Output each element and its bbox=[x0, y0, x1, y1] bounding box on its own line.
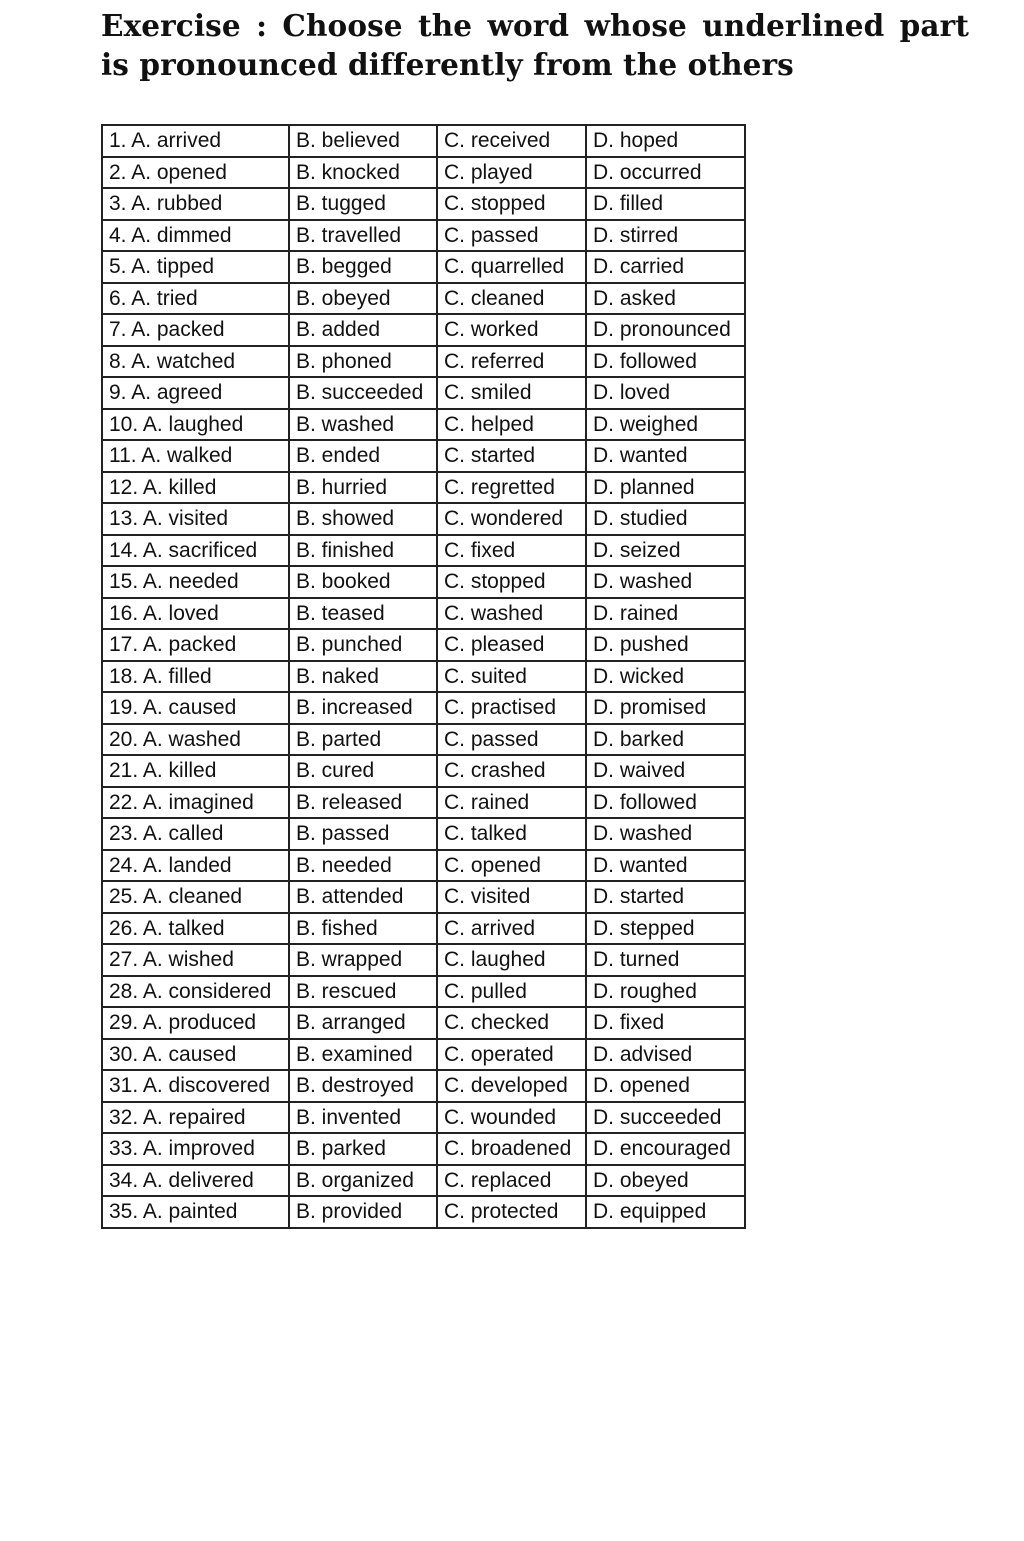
option-b-cell: B. parked bbox=[289, 1133, 437, 1165]
option-a-cell: 9. A. agreed bbox=[102, 377, 289, 409]
option-b-cell: B. released bbox=[289, 787, 437, 819]
question-row bbox=[102, 755, 745, 787]
question-row bbox=[102, 503, 745, 535]
option-c-cell: C. started bbox=[437, 440, 586, 472]
option-c-cell: C. laughed bbox=[437, 944, 586, 976]
question-row bbox=[102, 377, 745, 409]
option-a-cell: 11. A. walked bbox=[102, 440, 289, 472]
option-b-cell: B. punched bbox=[289, 629, 437, 661]
question-row bbox=[102, 787, 745, 819]
option-b-cell: B. cured bbox=[289, 755, 437, 787]
option-b-cell: B. tugged bbox=[289, 188, 437, 220]
option-a-cell: 20. A. washed bbox=[102, 724, 289, 756]
option-c-cell: C. suited bbox=[437, 661, 586, 693]
option-d-cell: D. weighed bbox=[586, 409, 745, 441]
option-d-cell: D. opened bbox=[586, 1070, 745, 1102]
option-b-cell: B. finished bbox=[289, 535, 437, 567]
option-d-cell: D. wanted bbox=[586, 850, 745, 882]
option-d-cell: D. advised bbox=[586, 1039, 745, 1071]
option-a-cell: 3. A. rubbed bbox=[102, 188, 289, 220]
option-c-cell: C. protected bbox=[437, 1196, 586, 1228]
option-a-cell: 33. A. improved bbox=[102, 1133, 289, 1165]
option-b-cell: B. phoned bbox=[289, 346, 437, 378]
option-d-cell: D. roughed bbox=[586, 976, 745, 1008]
question-row bbox=[102, 1133, 745, 1165]
option-b-cell: B. washed bbox=[289, 409, 437, 441]
option-b-cell: B. rescued bbox=[289, 976, 437, 1008]
option-d-cell: D. followed bbox=[586, 787, 745, 819]
option-d-cell: D. promised bbox=[586, 692, 745, 724]
option-c-cell: C. washed bbox=[437, 598, 586, 630]
option-c-cell: C. arrived bbox=[437, 913, 586, 945]
option-d-cell: D. planned bbox=[586, 472, 745, 504]
option-a-cell: 27. A. wished bbox=[102, 944, 289, 976]
option-c-cell: C. crashed bbox=[437, 755, 586, 787]
option-a-cell: 24. A. landed bbox=[102, 850, 289, 882]
question-row bbox=[102, 913, 745, 945]
option-b-cell: B. examined bbox=[289, 1039, 437, 1071]
option-b-cell: B. passed bbox=[289, 818, 437, 850]
option-b-cell: B. needed bbox=[289, 850, 437, 882]
option-b-cell: B. invented bbox=[289, 1102, 437, 1134]
option-d-cell: D. rained bbox=[586, 598, 745, 630]
option-c-cell: C. replaced bbox=[437, 1165, 586, 1197]
option-d-cell: D. wicked bbox=[586, 661, 745, 693]
option-c-cell: C. referred bbox=[437, 346, 586, 378]
option-b-cell: B. arranged bbox=[289, 1007, 437, 1039]
option-c-cell: C. talked bbox=[437, 818, 586, 850]
option-c-cell: C. checked bbox=[437, 1007, 586, 1039]
option-a-cell: 21. A. killed bbox=[102, 755, 289, 787]
option-d-cell: D. turned bbox=[586, 944, 745, 976]
question-row bbox=[102, 125, 745, 157]
option-a-cell: 16. A. loved bbox=[102, 598, 289, 630]
option-d-cell: D. encouraged bbox=[586, 1133, 745, 1165]
option-b-cell: B. booked bbox=[289, 566, 437, 598]
question-row bbox=[102, 440, 745, 472]
option-b-cell: B. succeeded bbox=[289, 377, 437, 409]
option-a-cell: 7. A. packed bbox=[102, 314, 289, 346]
option-a-cell: 17. A. packed bbox=[102, 629, 289, 661]
option-b-cell: B. hurried bbox=[289, 472, 437, 504]
question-row bbox=[102, 472, 745, 504]
question-row bbox=[102, 1007, 745, 1039]
option-a-cell: 1. A. arrived bbox=[102, 125, 289, 157]
option-d-cell: D. pronounced bbox=[586, 314, 745, 346]
option-a-cell: 30. A. caused bbox=[102, 1039, 289, 1071]
option-b-cell: B. travelled bbox=[289, 220, 437, 252]
option-d-cell: D. seized bbox=[586, 535, 745, 567]
option-d-cell: D. stepped bbox=[586, 913, 745, 945]
exercise-title: Exercise : Choose the word whose underlined part is pronounced differently from the others bbox=[101, 8, 969, 82]
question-row bbox=[102, 598, 745, 630]
question-row bbox=[102, 314, 745, 346]
question-row bbox=[102, 409, 745, 441]
option-a-cell: 31. A. discovered bbox=[102, 1070, 289, 1102]
question-row bbox=[102, 220, 745, 252]
option-c-cell: C. wounded bbox=[437, 1102, 586, 1134]
option-a-cell: 14. A. sacrificed bbox=[102, 535, 289, 567]
option-d-cell: D. waived bbox=[586, 755, 745, 787]
question-row bbox=[102, 283, 745, 315]
option-a-cell: 8. A. watched bbox=[102, 346, 289, 378]
option-b-cell: B. added bbox=[289, 314, 437, 346]
question-row bbox=[102, 1165, 745, 1197]
option-c-cell: C. practised bbox=[437, 692, 586, 724]
option-d-cell: D. washed bbox=[586, 818, 745, 850]
option-d-cell: D. carried bbox=[586, 251, 745, 283]
option-c-cell: C. cleaned bbox=[437, 283, 586, 315]
option-a-cell: 10. A. laughed bbox=[102, 409, 289, 441]
option-d-cell: D. asked bbox=[586, 283, 745, 315]
question-row bbox=[102, 724, 745, 756]
option-a-cell: 2. A. opened bbox=[102, 157, 289, 189]
option-c-cell: C. passed bbox=[437, 724, 586, 756]
option-c-cell: C. played bbox=[437, 157, 586, 189]
option-d-cell: D. occurred bbox=[586, 157, 745, 189]
option-c-cell: C. stopped bbox=[437, 188, 586, 220]
option-d-cell: D. washed bbox=[586, 566, 745, 598]
option-a-cell: 4. A. dimmed bbox=[102, 220, 289, 252]
question-row bbox=[102, 881, 745, 913]
question-row bbox=[102, 1196, 745, 1228]
option-b-cell: B. provided bbox=[289, 1196, 437, 1228]
option-c-cell: C. worked bbox=[437, 314, 586, 346]
option-c-cell: C. rained bbox=[437, 787, 586, 819]
question-row bbox=[102, 535, 745, 567]
option-c-cell: C. quarrelled bbox=[437, 251, 586, 283]
option-c-cell: C. fixed bbox=[437, 535, 586, 567]
question-row bbox=[102, 818, 745, 850]
question-row bbox=[102, 1070, 745, 1102]
option-d-cell: D. followed bbox=[586, 346, 745, 378]
option-d-cell: D. studied bbox=[586, 503, 745, 535]
option-d-cell: D. obeyed bbox=[586, 1165, 745, 1197]
option-a-cell: 13. A. visited bbox=[102, 503, 289, 535]
question-row bbox=[102, 1102, 745, 1134]
option-c-cell: C. pleased bbox=[437, 629, 586, 661]
option-d-cell: D. equipped bbox=[586, 1196, 745, 1228]
option-d-cell: D. stirred bbox=[586, 220, 745, 252]
option-b-cell: B. believed bbox=[289, 125, 437, 157]
option-c-cell: C. operated bbox=[437, 1039, 586, 1071]
question-row bbox=[102, 850, 745, 882]
option-c-cell: C. smiled bbox=[437, 377, 586, 409]
exercise-table-body bbox=[102, 125, 745, 1228]
question-row bbox=[102, 251, 745, 283]
option-a-cell: 35. A. painted bbox=[102, 1196, 289, 1228]
option-b-cell: B. parted bbox=[289, 724, 437, 756]
question-row bbox=[102, 629, 745, 661]
option-d-cell: D. succeeded bbox=[586, 1102, 745, 1134]
option-c-cell: C. received bbox=[437, 125, 586, 157]
option-a-cell: 23. A. called bbox=[102, 818, 289, 850]
question-row bbox=[102, 157, 745, 189]
question-row bbox=[102, 566, 745, 598]
question-row bbox=[102, 346, 745, 378]
option-a-cell: 12. A. killed bbox=[102, 472, 289, 504]
option-a-cell: 19. A. caused bbox=[102, 692, 289, 724]
question-row bbox=[102, 661, 745, 693]
option-b-cell: B. begged bbox=[289, 251, 437, 283]
question-row bbox=[102, 976, 745, 1008]
option-b-cell: B. showed bbox=[289, 503, 437, 535]
option-b-cell: B. destroyed bbox=[289, 1070, 437, 1102]
option-a-cell: 18. A. filled bbox=[102, 661, 289, 693]
option-a-cell: 5. A. tipped bbox=[102, 251, 289, 283]
option-c-cell: C. passed bbox=[437, 220, 586, 252]
option-c-cell: C. helped bbox=[437, 409, 586, 441]
option-c-cell: C. stopped bbox=[437, 566, 586, 598]
option-a-cell: 25. A. cleaned bbox=[102, 881, 289, 913]
option-b-cell: B. teased bbox=[289, 598, 437, 630]
option-a-cell: 22. A. imagined bbox=[102, 787, 289, 819]
option-d-cell: D. started bbox=[586, 881, 745, 913]
option-a-cell: 32. A. repaired bbox=[102, 1102, 289, 1134]
option-a-cell: 26. A. talked bbox=[102, 913, 289, 945]
option-c-cell: C. developed bbox=[437, 1070, 586, 1102]
question-row bbox=[102, 188, 745, 220]
option-b-cell: B. ended bbox=[289, 440, 437, 472]
option-b-cell: B. fished bbox=[289, 913, 437, 945]
option-b-cell: B. knocked bbox=[289, 157, 437, 189]
question-row bbox=[102, 944, 745, 976]
question-row bbox=[102, 1039, 745, 1071]
option-c-cell: C. visited bbox=[437, 881, 586, 913]
option-d-cell: D. wanted bbox=[586, 440, 745, 472]
option-b-cell: B. wrapped bbox=[289, 944, 437, 976]
option-c-cell: C. broadened bbox=[437, 1133, 586, 1165]
option-d-cell: D. hoped bbox=[586, 125, 745, 157]
option-a-cell: 34. A. delivered bbox=[102, 1165, 289, 1197]
option-a-cell: 28. A. considered bbox=[102, 976, 289, 1008]
option-c-cell: C. regretted bbox=[437, 472, 586, 504]
option-a-cell: 29. A. produced bbox=[102, 1007, 289, 1039]
option-a-cell: 15. A. needed bbox=[102, 566, 289, 598]
option-d-cell: D. pushed bbox=[586, 629, 745, 661]
option-c-cell: C. pulled bbox=[437, 976, 586, 1008]
option-c-cell: C. opened bbox=[437, 850, 586, 882]
option-d-cell: D. loved bbox=[586, 377, 745, 409]
option-b-cell: B. organized bbox=[289, 1165, 437, 1197]
option-c-cell: C. wondered bbox=[437, 503, 586, 535]
option-d-cell: D. barked bbox=[586, 724, 745, 756]
option-b-cell: B. attended bbox=[289, 881, 437, 913]
option-d-cell: D. fixed bbox=[586, 1007, 745, 1039]
option-d-cell: D. filled bbox=[586, 188, 745, 220]
option-b-cell: B. naked bbox=[289, 661, 437, 693]
option-a-cell: 6. A. tried bbox=[102, 283, 289, 315]
option-b-cell: B. obeyed bbox=[289, 283, 437, 315]
exercise-table bbox=[101, 124, 746, 1229]
question-row bbox=[102, 692, 745, 724]
option-b-cell: B. increased bbox=[289, 692, 437, 724]
